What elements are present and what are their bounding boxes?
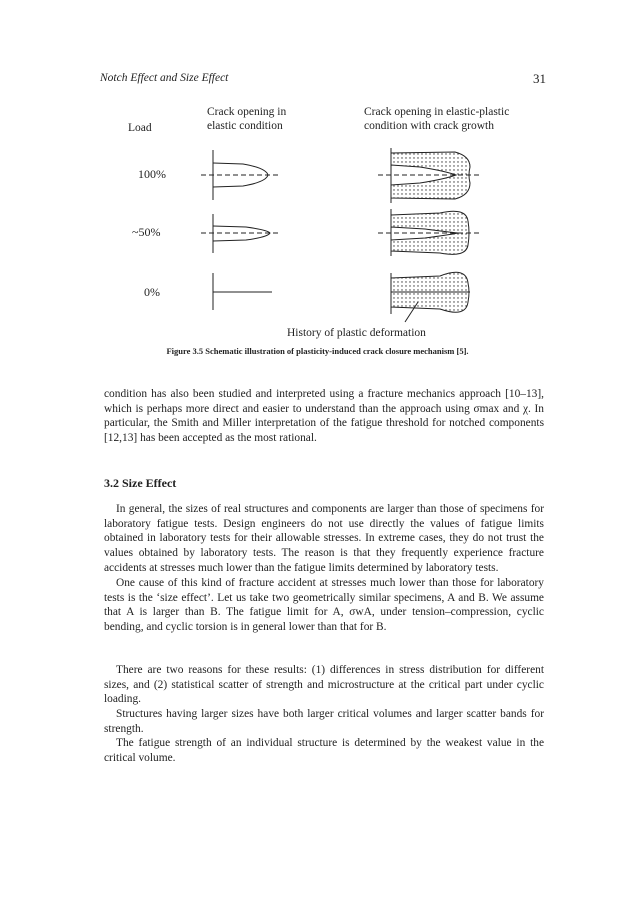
elastic-crack-0 — [213, 273, 272, 310]
col-elastic-label-1: Crack opening in — [207, 106, 287, 118]
col-elastic-label-2: elastic condition — [207, 120, 283, 132]
paragraph-4: Structures having larger sizes have both larger critical volumes and larger scatter bands for strength. — [104, 708, 544, 735]
page-number: 31 — [533, 71, 546, 86]
running-title: Notch Effect and Size Effect — [100, 72, 229, 84]
col-plastic-label-2: condition with crack growth — [364, 120, 494, 132]
paragraph-2: One cause of this kind of fracture accident at stresses much lower than those for laboratory tests is the ‘size effect’. Let us take two geometrically similar specimens, A and B. We assume that A is larger than B. The fatigue limit for A, σwA, under tension–compression, cyclic bending, and cyclic torsion is in general lower than that for B. — [104, 577, 544, 634]
plastic-crack-100 — [378, 148, 480, 203]
history-label: History of plastic deformation — [287, 327, 426, 339]
crack-closure-diagram — [0, 0, 635, 345]
plastic-crack-0 — [391, 272, 470, 322]
load-50: ~50% — [132, 225, 161, 239]
paragraph-1: In general, the sizes of real structures and components are larger than those of specimens for laboratory fatigue tests. Design engineers do not use directly the values of fatigue limits obtained in laboratory tests for their allowable stresses. In extreme cases, they do not trust the values obtained by laboratory tests. The reason is that they frequently experience fracture accidents at stresses much lower than the fatigue limits determined by laboratory tests. — [104, 503, 544, 574]
elastic-crack-100 — [201, 150, 278, 200]
plastic-crack-50 — [378, 209, 480, 256]
paragraph-intro: condition has also been studied and interpreted using a fracture mechanics approach [10–13], which is perhaps more direct and easier to understand than the approach using σmax and χ. In particular, the Smith and Miller interpretation of the fatigue threshold for notched components [12,13] has been accepted as the most rational. — [104, 388, 544, 445]
elastic-crack-50 — [201, 214, 278, 253]
paragraph-3: There are two reasons for these results: (1) differences in stress distribution for different sizes, and (2) statistical scatter of strength and microstructure at the critical part under cyclic loading. — [104, 664, 544, 706]
paragraph-5: The fatigue strength of an individual structure is determined by the weakest value in the critical volume. — [104, 737, 544, 764]
col-plastic-label-1: Crack opening in elastic-plastic — [364, 106, 510, 118]
load-100: 100% — [138, 167, 166, 181]
col-load-label: Load — [128, 122, 152, 134]
load-0: 0% — [144, 285, 160, 299]
section-title: 3.2 Size Effect — [104, 476, 177, 490]
figure-caption: Figure 3.5 Schematic illustration of plasticity-induced crack closure mechanism [5]. — [166, 346, 469, 356]
